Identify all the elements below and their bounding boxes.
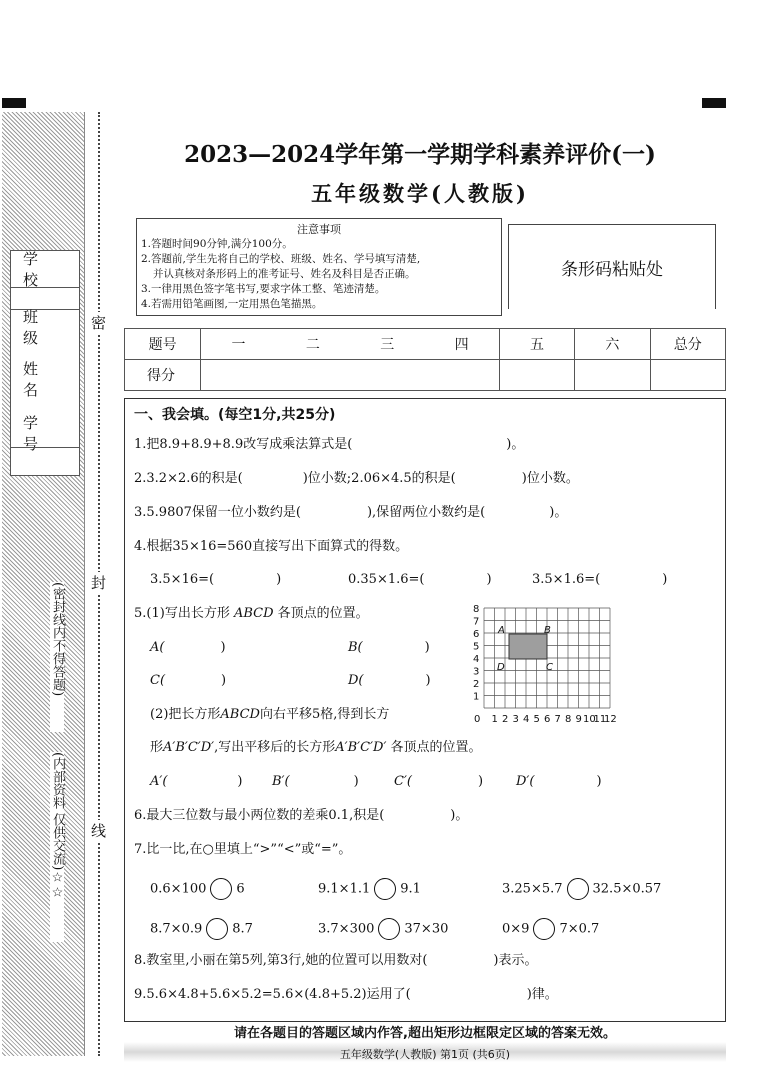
question-text: ) [486, 572, 492, 587]
question-3 [134, 505, 567, 521]
question-text: A′B′C′D′ [335, 740, 387, 755]
compare-item [502, 878, 661, 900]
question-text: B′( [272, 774, 290, 789]
question-text: 32.5×0.57 [592, 881, 662, 897]
question-text: (2)把长方形 [150, 707, 221, 722]
x-tick-label: 11 [593, 714, 607, 725]
question-text: )律。 [526, 987, 558, 1002]
question-text: ) [425, 673, 431, 688]
x-tick-label: 5 [533, 714, 540, 725]
question-text: C( [150, 673, 166, 688]
question-text: 7×0.7 [559, 921, 600, 937]
question-text: ) [424, 640, 430, 655]
question-5-part2-cont [150, 740, 482, 756]
compare-circle[interactable] [206, 918, 228, 940]
question-text: 各顶点的位置。 [390, 740, 482, 755]
notice-item: 2.答题前,学生先将自己的学校、班级、姓名、学号填写清楚, [141, 253, 421, 265]
question-text: ,写出平移后的长方形 [214, 740, 336, 755]
question-text: ) [596, 774, 602, 789]
score-header: 五 [499, 329, 574, 360]
q4-item [532, 572, 667, 588]
y-tick-label: 4 [473, 654, 480, 665]
question-text: ) [353, 774, 359, 789]
name-field-label: 姓名 [23, 360, 53, 399]
x-tick-label: 3 [512, 714, 519, 725]
question-text: )。 [549, 505, 568, 520]
question-4: 4.根据35×16=560直接写出下面算式的得数。 [134, 539, 409, 554]
compare-item [318, 918, 448, 940]
question-text: 3.5.9807保留一位小数约是( [134, 505, 301, 520]
question-text: 0.6×100 [150, 881, 207, 897]
q4-item [348, 572, 492, 588]
student-info-box [10, 250, 80, 476]
question-text: 5.(1)写出长方形 [134, 606, 230, 621]
question-text: 9.5.6×4.8+5.6×5.2=5.6×(4.8+5.2)运用了( [134, 987, 411, 1002]
x-tick-label: 1 [491, 714, 498, 725]
question-text: D′( [516, 774, 535, 789]
score-header: 总分 [650, 329, 725, 360]
question-8 [134, 953, 538, 969]
q5-point [150, 640, 226, 656]
q5-point [348, 640, 430, 656]
question-2 [134, 471, 579, 487]
score-row-label: 得分 [125, 360, 201, 391]
compare-item [150, 918, 253, 940]
question-text: 8.7 [232, 921, 253, 937]
registration-mark [2, 98, 26, 108]
y-tick-label: 6 [473, 629, 480, 640]
question-text: ) [276, 572, 282, 587]
q5-point2 [272, 774, 359, 790]
x-tick-label: 9 [575, 714, 582, 725]
vertex-label: A [498, 625, 505, 636]
question-text: ) [237, 774, 243, 789]
class-field-label: 班级 [23, 308, 53, 347]
x-tick-label: 10 [583, 714, 596, 725]
compare-circle[interactable] [567, 878, 589, 900]
compare-item [150, 878, 245, 900]
question-text: 2.3.2×2.6的积是( [134, 471, 243, 486]
seal-char: 封 [91, 574, 107, 592]
score-header: 四 [424, 329, 499, 360]
question-5-part2 [150, 707, 389, 723]
question-text: D( [348, 673, 364, 688]
vertex-label: D [497, 662, 505, 673]
q4-item [150, 572, 281, 588]
score-cell[interactable] [650, 360, 725, 391]
y-tick-label: 1 [473, 691, 480, 703]
notice-item: 并认真核对条形码上的准考证号、姓名及科目是否正确。 [153, 268, 416, 280]
question-text: ) [221, 673, 227, 688]
rectangle-abcd [509, 634, 547, 659]
question-text: ) [220, 640, 226, 655]
score-table [124, 328, 726, 391]
notice-item: 4.若需用铅笔画图,一定用黑色笔描黑。 [141, 298, 323, 310]
question-text: B( [348, 640, 363, 655]
question-text: 9.1×1.1 [318, 881, 371, 897]
question-text: 1.把8.9+8.9+8.9改写成乘法算式是( [134, 437, 353, 452]
q5-point2 [516, 774, 602, 790]
x-tick-label: 12 [604, 714, 617, 725]
y-tick-label: 5 [473, 641, 480, 653]
question-text: 3.7×300 [318, 921, 375, 937]
footer-warning: 请在各题目的答题区域内作答,超出矩形边框限定区域的答案无效。 [234, 1026, 616, 1041]
q5-point2 [394, 774, 483, 790]
question-1 [134, 437, 524, 453]
coordinate-grid [466, 604, 646, 728]
barcode-area [508, 224, 716, 309]
question-text: ABCD [233, 606, 274, 621]
question-text: A′B′C′D′ [163, 740, 215, 755]
y-tick-label: 7 [473, 616, 480, 628]
question-text: 8.教室里,小丽在第5列,第3行,她的位置可以用数对( [134, 953, 428, 968]
question-text: 各顶点的位置。 [277, 606, 369, 621]
x-tick-label: 4 [523, 714, 530, 725]
score-header: 六 [575, 329, 650, 360]
q5-point [150, 673, 226, 689]
x-tick-label: 2 [502, 714, 509, 725]
vertex-label: B [544, 625, 551, 636]
question-text: 形 [150, 740, 164, 755]
no-answer-notice: (密封线内不得答题) [50, 582, 64, 732]
y-tick-label: 8 [473, 604, 480, 615]
score-cell[interactable] [575, 360, 650, 391]
question-text: 37×30 [404, 921, 449, 937]
question-text: C′( [394, 774, 412, 789]
barcode-label: 条形码粘贴处 [561, 259, 663, 280]
score-cell[interactable] [201, 360, 500, 391]
notice-box [136, 218, 502, 316]
question-text: 3.5×16=( [150, 572, 215, 587]
question-7: 7.比一比,在○里填上“>”“<”或“=”。 [134, 842, 352, 857]
question-text: 0.35×1.6=( [348, 572, 425, 587]
question-text: )。 [450, 808, 469, 823]
x-tick-label: 7 [554, 714, 561, 725]
q5-point [348, 673, 431, 689]
notice-item: 3.一律用黑色签字笔书写,要求字体工整、笔迹清楚。 [141, 283, 386, 295]
section-heading: 一、我会填。(每空1分,共25分) [134, 407, 336, 423]
question-5 [134, 606, 369, 622]
question-text: ABCD [220, 707, 260, 722]
score-cell[interactable] [499, 360, 574, 391]
q5-point2 [150, 774, 243, 790]
x-tick-label: 6 [544, 714, 551, 725]
student-id-field-label: 学号 [23, 414, 53, 453]
question-text: A( [150, 640, 165, 655]
score-header: 二 [276, 329, 350, 360]
question-text: ) [477, 774, 484, 789]
question-text: )位小数。 [521, 471, 579, 486]
compare-item [502, 918, 599, 940]
y-tick-label: 2 [473, 679, 480, 690]
score-header: 三 [350, 329, 424, 360]
score-header: 一 [201, 329, 276, 360]
question-text: 0×9 [502, 921, 530, 937]
question-text: 向右平移5格,得到长方 [259, 707, 390, 722]
score-header: 题号 [125, 329, 201, 360]
compare-item [318, 878, 421, 900]
compare-circle[interactable] [210, 878, 232, 900]
registration-mark [702, 98, 726, 108]
question-text: ) [662, 572, 668, 587]
y-tick-label: 3 [473, 666, 480, 678]
internal-material-notice: (内部资料 仅供交流)☆☆ [50, 752, 64, 942]
page-title: 2023—2024学年第一学期学科素养评价(一) [184, 141, 656, 168]
question-text: A′( [150, 774, 168, 789]
question-text: 6.最大三位数与最小两位数的差乘0.1,积是( [134, 808, 385, 823]
question-text: )。 [506, 437, 525, 452]
seal-char: 线 [91, 822, 107, 840]
school-field-label: 学校 [23, 250, 53, 289]
question-text: 9.1 [400, 881, 421, 897]
notice-heading: 注意事项 [297, 223, 341, 236]
compare-circle[interactable] [533, 918, 555, 940]
seal-char: 密 [91, 314, 107, 332]
notice-item: 1.答题时间90分钟,满分100分。 [141, 238, 293, 250]
footer-page-number: 五年级数学(人教版) 第1页 (共6页) [339, 1048, 511, 1061]
question-text: 8.7×0.9 [150, 921, 203, 937]
page-subtitle: 五年级数学(人教版) [311, 181, 529, 206]
compare-circle[interactable] [378, 918, 400, 940]
question-text: 3.5×1.6=( [532, 572, 601, 587]
x-tick-label: 0 [474, 714, 481, 725]
x-tick-label: 8 [565, 714, 572, 725]
question-text: 6 [236, 881, 245, 897]
vertex-label: C [546, 662, 553, 673]
question-text: 3.25×5.7 [502, 881, 563, 897]
question-6 [134, 808, 468, 824]
question-text: )位小数;2.06×4.5的积是( [302, 471, 456, 486]
compare-circle[interactable] [374, 878, 396, 900]
question-9 [134, 987, 558, 1003]
question-text: ),保留两位小数约是( [366, 505, 486, 520]
question-text: )表示。 [493, 953, 538, 968]
